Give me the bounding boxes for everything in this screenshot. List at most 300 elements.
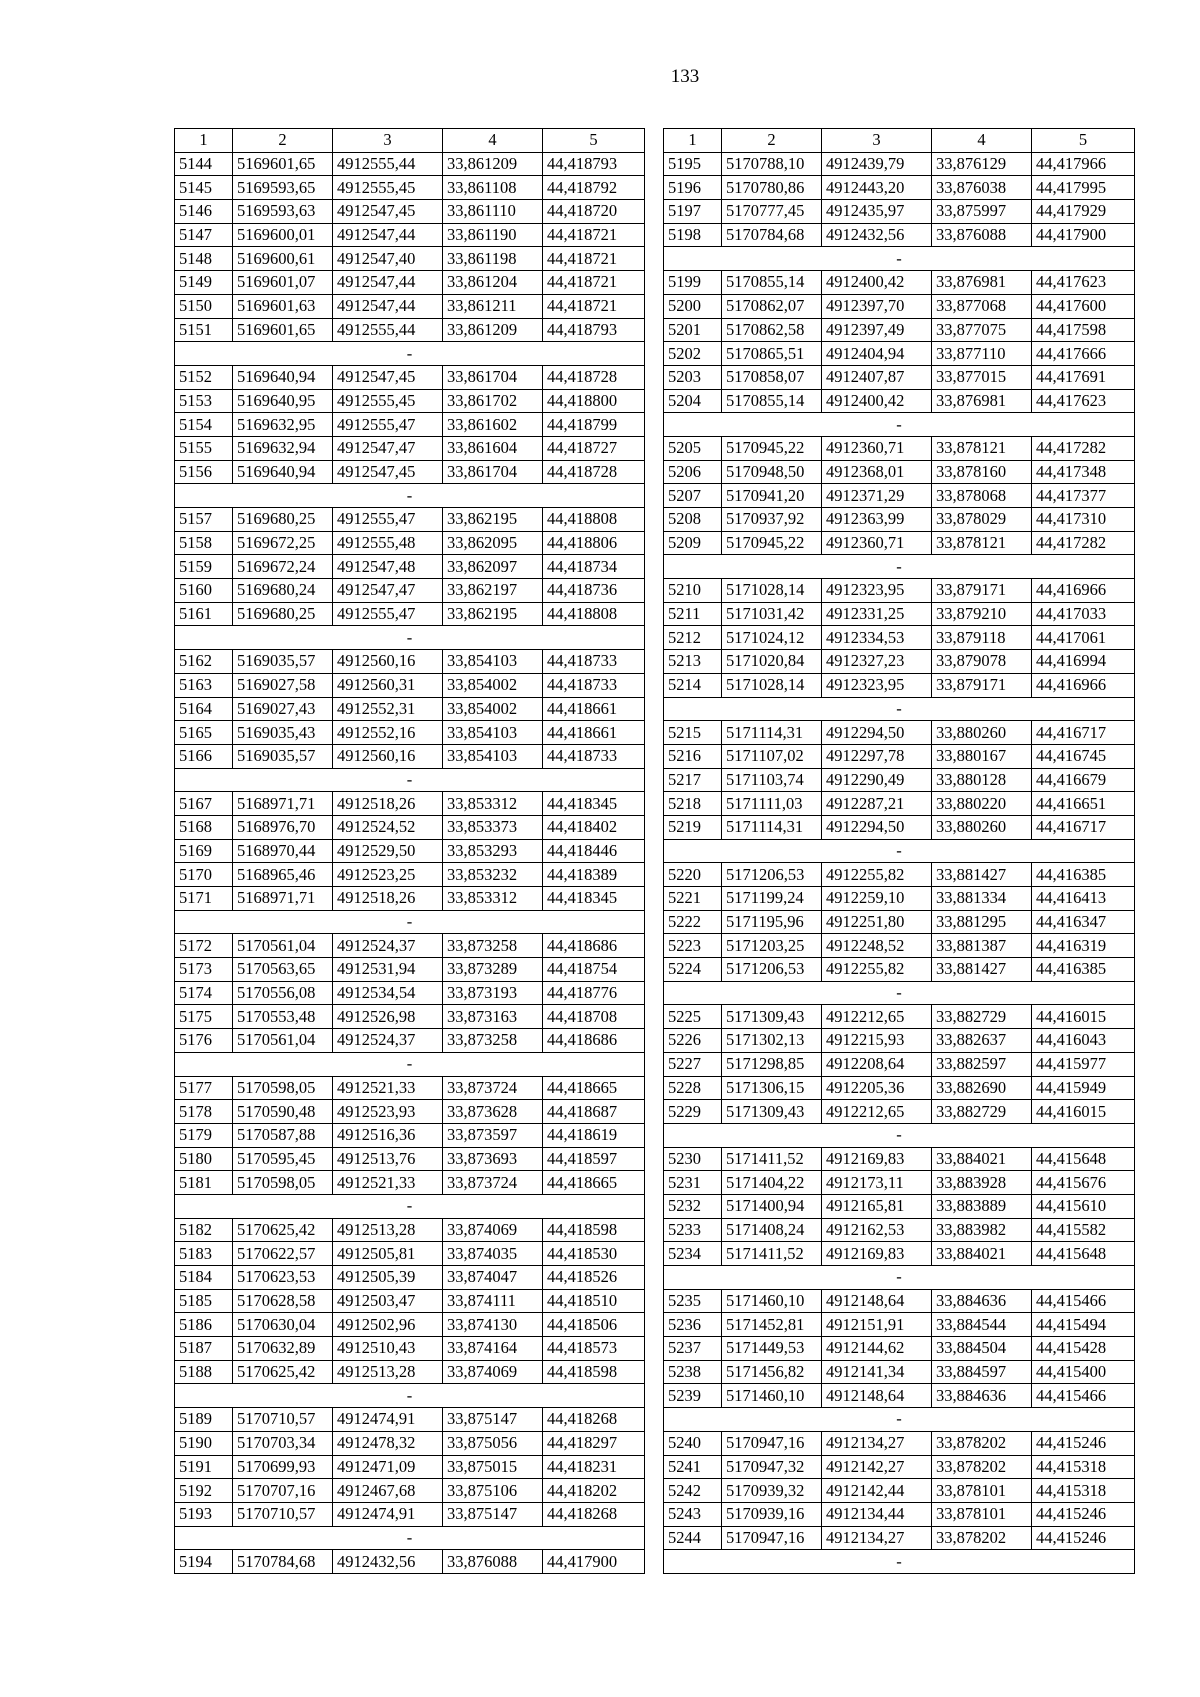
y-coordinate: 4912560,16 bbox=[333, 650, 443, 674]
x-coordinate: 5169593,65 bbox=[233, 176, 333, 200]
latitude: 44,417623 bbox=[1032, 271, 1135, 295]
longitude: 33,876129 bbox=[932, 152, 1032, 176]
point-number: 5233 bbox=[664, 1218, 722, 1242]
longitude: 33,862095 bbox=[443, 531, 543, 555]
latitude: 44,418792 bbox=[543, 176, 645, 200]
page-number: 133 bbox=[670, 66, 700, 87]
point-number: 5153 bbox=[175, 389, 233, 413]
latitude: 44,416015 bbox=[1032, 1005, 1135, 1029]
longitude: 33,874130 bbox=[443, 1313, 543, 1337]
longitude: 33,873258 bbox=[443, 934, 543, 958]
longitude: 33,882729 bbox=[932, 1100, 1032, 1124]
separator-dash: - bbox=[175, 910, 645, 934]
x-coordinate: 5170590,48 bbox=[233, 1100, 333, 1124]
x-coordinate: 5170561,04 bbox=[233, 1029, 333, 1053]
point-number: 5221 bbox=[664, 887, 722, 911]
point-number: 5242 bbox=[664, 1479, 722, 1503]
y-coordinate: 4912323,95 bbox=[822, 579, 932, 603]
y-coordinate: 4912526,98 bbox=[333, 1005, 443, 1029]
y-coordinate: 4912555,45 bbox=[333, 176, 443, 200]
point-number: 5185 bbox=[175, 1289, 233, 1313]
y-coordinate: 4912400,42 bbox=[822, 271, 932, 295]
y-coordinate: 4912555,47 bbox=[333, 602, 443, 626]
latitude: 44,415582 bbox=[1032, 1218, 1135, 1242]
point-number: 5152 bbox=[175, 365, 233, 389]
point-number: 5216 bbox=[664, 744, 722, 768]
table-row bbox=[664, 626, 1135, 650]
x-coordinate: 5169680,25 bbox=[233, 508, 333, 532]
latitude: 44,415466 bbox=[1032, 1289, 1135, 1313]
x-coordinate: 5170699,93 bbox=[233, 1455, 333, 1479]
latitude: 44,417666 bbox=[1032, 342, 1135, 366]
point-number: 5155 bbox=[175, 436, 233, 460]
y-coordinate: 4912547,45 bbox=[333, 460, 443, 484]
point-number: 5191 bbox=[175, 1455, 233, 1479]
table-row bbox=[175, 294, 645, 318]
table-row bbox=[175, 1171, 645, 1195]
table-row bbox=[175, 1076, 645, 1100]
x-coordinate: 5171456,82 bbox=[722, 1360, 822, 1384]
longitude: 33,861108 bbox=[443, 176, 543, 200]
y-coordinate: 4912169,83 bbox=[822, 1242, 932, 1266]
x-coordinate: 5171460,10 bbox=[722, 1384, 822, 1408]
separator-row bbox=[175, 768, 645, 792]
longitude: 33,853312 bbox=[443, 887, 543, 911]
longitude: 33,877068 bbox=[932, 294, 1032, 318]
x-coordinate: 5169027,43 bbox=[233, 697, 333, 721]
point-number: 5157 bbox=[175, 508, 233, 532]
table-row bbox=[664, 768, 1135, 792]
x-coordinate: 5170561,04 bbox=[233, 934, 333, 958]
latitude: 44,417282 bbox=[1032, 436, 1135, 460]
point-number: 5222 bbox=[664, 910, 722, 934]
longitude: 33,877015 bbox=[932, 365, 1032, 389]
y-coordinate: 4912474,91 bbox=[333, 1408, 443, 1432]
x-coordinate: 5170595,45 bbox=[233, 1147, 333, 1171]
separator-dash: - bbox=[175, 1052, 645, 1076]
point-number: 5235 bbox=[664, 1289, 722, 1313]
latitude: 44,418686 bbox=[543, 934, 645, 958]
x-coordinate: 5169640,95 bbox=[233, 389, 333, 413]
latitude: 44,415246 bbox=[1032, 1431, 1135, 1455]
point-number: 5240 bbox=[664, 1431, 722, 1455]
latitude: 44,416015 bbox=[1032, 1100, 1135, 1124]
x-coordinate: 5171408,24 bbox=[722, 1218, 822, 1242]
separator-row bbox=[175, 1526, 645, 1550]
point-number: 5149 bbox=[175, 271, 233, 295]
latitude: 44,418708 bbox=[543, 1005, 645, 1029]
table-row bbox=[175, 1029, 645, 1053]
table-row bbox=[664, 1313, 1135, 1337]
x-coordinate: 5169680,25 bbox=[233, 602, 333, 626]
point-number: 5175 bbox=[175, 1005, 233, 1029]
x-coordinate: 5170707,16 bbox=[233, 1479, 333, 1503]
table-row bbox=[664, 934, 1135, 958]
longitude: 33,884636 bbox=[932, 1384, 1032, 1408]
x-coordinate: 5170939,32 bbox=[722, 1479, 822, 1503]
latitude: 44,415246 bbox=[1032, 1526, 1135, 1550]
x-coordinate: 5170710,57 bbox=[233, 1408, 333, 1432]
longitude: 33,854103 bbox=[443, 650, 543, 674]
point-number: 5146 bbox=[175, 200, 233, 224]
x-coordinate: 5171206,53 bbox=[722, 958, 822, 982]
point-number: 5218 bbox=[664, 792, 722, 816]
x-coordinate: 5171309,43 bbox=[722, 1100, 822, 1124]
latitude: 44,418686 bbox=[543, 1029, 645, 1053]
longitude: 33,875106 bbox=[443, 1479, 543, 1503]
latitude: 44,417623 bbox=[1032, 389, 1135, 413]
column-header: 5 bbox=[1032, 129, 1135, 153]
separator-row bbox=[664, 1408, 1135, 1432]
point-number: 5147 bbox=[175, 223, 233, 247]
y-coordinate: 4912547,47 bbox=[333, 436, 443, 460]
point-number: 5166 bbox=[175, 744, 233, 768]
y-coordinate: 4912523,25 bbox=[333, 863, 443, 887]
point-number: 5165 bbox=[175, 721, 233, 745]
latitude: 44,417929 bbox=[1032, 200, 1135, 224]
table-row bbox=[664, 1194, 1135, 1218]
y-coordinate: 4912534,54 bbox=[333, 981, 443, 1005]
x-coordinate: 5169680,24 bbox=[233, 579, 333, 603]
y-coordinate: 4912215,93 bbox=[822, 1029, 932, 1053]
y-coordinate: 4912547,48 bbox=[333, 555, 443, 579]
latitude: 44,416413 bbox=[1032, 887, 1135, 911]
y-coordinate: 4912524,37 bbox=[333, 1029, 443, 1053]
table-row bbox=[664, 602, 1135, 626]
point-number: 5196 bbox=[664, 176, 722, 200]
y-coordinate: 4912547,44 bbox=[333, 271, 443, 295]
table-row bbox=[664, 1455, 1135, 1479]
longitude: 33,877110 bbox=[932, 342, 1032, 366]
point-number: 5203 bbox=[664, 365, 722, 389]
y-coordinate: 4912251,80 bbox=[822, 910, 932, 934]
y-coordinate: 4912552,31 bbox=[333, 697, 443, 721]
separator-dash: - bbox=[664, 1266, 1135, 1290]
table-row bbox=[664, 176, 1135, 200]
y-coordinate: 4912513,76 bbox=[333, 1147, 443, 1171]
x-coordinate: 5169632,95 bbox=[233, 413, 333, 437]
y-coordinate: 4912555,48 bbox=[333, 531, 443, 555]
y-coordinate: 4912368,01 bbox=[822, 460, 932, 484]
point-number: 5150 bbox=[175, 294, 233, 318]
longitude: 33,874111 bbox=[443, 1289, 543, 1313]
table-row bbox=[175, 981, 645, 1005]
longitude: 33,878068 bbox=[932, 484, 1032, 508]
latitude: 44,417966 bbox=[1032, 152, 1135, 176]
table-row bbox=[175, 1360, 645, 1384]
table-row bbox=[664, 1431, 1135, 1455]
point-number: 5189 bbox=[175, 1408, 233, 1432]
longitude: 33,876088 bbox=[932, 223, 1032, 247]
table-row bbox=[175, 1550, 645, 1574]
x-coordinate: 5169600,61 bbox=[233, 247, 333, 271]
x-coordinate: 5169600,01 bbox=[233, 223, 333, 247]
latitude: 44,418808 bbox=[543, 508, 645, 532]
longitude: 33,873724 bbox=[443, 1171, 543, 1195]
x-coordinate: 5170788,10 bbox=[722, 152, 822, 176]
x-coordinate: 5171411,52 bbox=[722, 1147, 822, 1171]
y-coordinate: 4912404,94 bbox=[822, 342, 932, 366]
table-row bbox=[664, 958, 1135, 982]
y-coordinate: 4912513,28 bbox=[333, 1218, 443, 1242]
table-row bbox=[664, 1384, 1135, 1408]
point-number: 5227 bbox=[664, 1052, 722, 1076]
separator-dash: - bbox=[175, 1384, 645, 1408]
table-row bbox=[175, 555, 645, 579]
longitude: 33,880260 bbox=[932, 721, 1032, 745]
header-row bbox=[664, 129, 1135, 153]
latitude: 44,418728 bbox=[543, 365, 645, 389]
point-number: 5182 bbox=[175, 1218, 233, 1242]
latitude: 44,417282 bbox=[1032, 531, 1135, 555]
point-number: 5179 bbox=[175, 1123, 233, 1147]
latitude: 44,418268 bbox=[543, 1502, 645, 1526]
y-coordinate: 4912142,44 bbox=[822, 1479, 932, 1503]
table-row bbox=[664, 294, 1135, 318]
x-coordinate: 5170855,14 bbox=[722, 389, 822, 413]
latitude: 44,416717 bbox=[1032, 815, 1135, 839]
longitude: 33,874069 bbox=[443, 1360, 543, 1384]
y-coordinate: 4912502,96 bbox=[333, 1313, 443, 1337]
point-number: 5206 bbox=[664, 460, 722, 484]
x-coordinate: 5170937,92 bbox=[722, 508, 822, 532]
table-row bbox=[175, 1313, 645, 1337]
latitude: 44,418389 bbox=[543, 863, 645, 887]
x-coordinate: 5170632,89 bbox=[233, 1337, 333, 1361]
table-row bbox=[664, 1005, 1135, 1029]
longitude: 33,873258 bbox=[443, 1029, 543, 1053]
y-coordinate: 4912134,44 bbox=[822, 1502, 932, 1526]
point-number: 5208 bbox=[664, 508, 722, 532]
latitude: 44,417348 bbox=[1032, 460, 1135, 484]
table-row bbox=[664, 365, 1135, 389]
y-coordinate: 4912134,27 bbox=[822, 1431, 932, 1455]
latitude: 44,416745 bbox=[1032, 744, 1135, 768]
longitude: 33,861198 bbox=[443, 247, 543, 271]
latitude: 44,418721 bbox=[543, 271, 645, 295]
table-row bbox=[175, 744, 645, 768]
longitude: 33,876038 bbox=[932, 176, 1032, 200]
point-number: 5180 bbox=[175, 1147, 233, 1171]
longitude: 33,883928 bbox=[932, 1171, 1032, 1195]
point-number: 5217 bbox=[664, 768, 722, 792]
longitude: 33,854103 bbox=[443, 744, 543, 768]
latitude: 44,418526 bbox=[543, 1266, 645, 1290]
longitude: 33,882729 bbox=[932, 1005, 1032, 1029]
point-number: 5176 bbox=[175, 1029, 233, 1053]
y-coordinate: 4912521,33 bbox=[333, 1171, 443, 1195]
x-coordinate: 5170587,88 bbox=[233, 1123, 333, 1147]
point-number: 5205 bbox=[664, 436, 722, 460]
longitude: 33,881295 bbox=[932, 910, 1032, 934]
longitude: 33,854002 bbox=[443, 673, 543, 697]
latitude: 44,418793 bbox=[543, 318, 645, 342]
latitude: 44,418720 bbox=[543, 200, 645, 224]
x-coordinate: 5170939,16 bbox=[722, 1502, 822, 1526]
x-coordinate: 5170622,57 bbox=[233, 1242, 333, 1266]
table-row bbox=[664, 579, 1135, 603]
coordinates-table-left bbox=[174, 128, 645, 1574]
separator-dash: - bbox=[664, 697, 1135, 721]
latitude: 44,415246 bbox=[1032, 1502, 1135, 1526]
point-number: 5170 bbox=[175, 863, 233, 887]
longitude: 33,861209 bbox=[443, 318, 543, 342]
longitude: 33,880220 bbox=[932, 792, 1032, 816]
y-coordinate: 4912516,36 bbox=[333, 1123, 443, 1147]
x-coordinate: 5169601,65 bbox=[233, 318, 333, 342]
longitude: 33,880128 bbox=[932, 768, 1032, 792]
y-coordinate: 4912552,16 bbox=[333, 721, 443, 745]
point-number: 5198 bbox=[664, 223, 722, 247]
table-row bbox=[175, 531, 645, 555]
y-coordinate: 4912371,29 bbox=[822, 484, 932, 508]
y-coordinate: 4912294,50 bbox=[822, 815, 932, 839]
longitude: 33,877075 bbox=[932, 318, 1032, 342]
latitude: 44,418573 bbox=[543, 1337, 645, 1361]
latitude: 44,415610 bbox=[1032, 1194, 1135, 1218]
point-number: 5224 bbox=[664, 958, 722, 982]
longitude: 33,882690 bbox=[932, 1076, 1032, 1100]
latitude: 44,416994 bbox=[1032, 650, 1135, 674]
y-coordinate: 4912248,52 bbox=[822, 934, 932, 958]
column-header: 5 bbox=[543, 129, 645, 153]
y-coordinate: 4912363,99 bbox=[822, 508, 932, 532]
latitude: 44,415318 bbox=[1032, 1479, 1135, 1503]
x-coordinate: 5171107,02 bbox=[722, 744, 822, 768]
x-coordinate: 5171452,81 bbox=[722, 1313, 822, 1337]
point-number: 5193 bbox=[175, 1502, 233, 1526]
latitude: 44,417377 bbox=[1032, 484, 1135, 508]
point-number: 5238 bbox=[664, 1360, 722, 1384]
longitude: 33,884544 bbox=[932, 1313, 1032, 1337]
latitude: 44,418721 bbox=[543, 247, 645, 271]
latitude: 44,415318 bbox=[1032, 1455, 1135, 1479]
y-coordinate: 4912467,68 bbox=[333, 1479, 443, 1503]
column-header: 4 bbox=[443, 129, 543, 153]
table-row bbox=[175, 1337, 645, 1361]
separator-dash: - bbox=[664, 247, 1135, 271]
point-number: 5213 bbox=[664, 650, 722, 674]
longitude: 33,879171 bbox=[932, 579, 1032, 603]
y-coordinate: 4912547,47 bbox=[333, 579, 443, 603]
separator-dash: - bbox=[175, 342, 645, 366]
latitude: 44,418721 bbox=[543, 223, 645, 247]
y-coordinate: 4912529,50 bbox=[333, 839, 443, 863]
table-row bbox=[175, 958, 645, 982]
point-number: 5173 bbox=[175, 958, 233, 982]
point-number: 5215 bbox=[664, 721, 722, 745]
longitude: 33,862197 bbox=[443, 579, 543, 603]
x-coordinate: 5169632,94 bbox=[233, 436, 333, 460]
longitude: 33,883982 bbox=[932, 1218, 1032, 1242]
x-coordinate: 5170862,07 bbox=[722, 294, 822, 318]
longitude: 33,862195 bbox=[443, 508, 543, 532]
table-row bbox=[175, 721, 645, 745]
table-row bbox=[175, 1289, 645, 1313]
separator-dash: - bbox=[175, 484, 645, 508]
longitude: 33,884504 bbox=[932, 1337, 1032, 1361]
point-number: 5220 bbox=[664, 863, 722, 887]
column-header: 2 bbox=[722, 129, 822, 153]
longitude: 33,862097 bbox=[443, 555, 543, 579]
x-coordinate: 5168965,46 bbox=[233, 863, 333, 887]
y-coordinate: 4912505,39 bbox=[333, 1266, 443, 1290]
x-coordinate: 5170855,14 bbox=[722, 271, 822, 295]
table-row bbox=[664, 1147, 1135, 1171]
y-coordinate: 4912259,10 bbox=[822, 887, 932, 911]
point-number: 5177 bbox=[175, 1076, 233, 1100]
x-coordinate: 5170598,05 bbox=[233, 1076, 333, 1100]
point-number: 5159 bbox=[175, 555, 233, 579]
longitude: 33,874047 bbox=[443, 1266, 543, 1290]
point-number: 5151 bbox=[175, 318, 233, 342]
separator-dash: - bbox=[664, 413, 1135, 437]
point-number: 5160 bbox=[175, 579, 233, 603]
y-coordinate: 4912435,97 bbox=[822, 200, 932, 224]
latitude: 44,415494 bbox=[1032, 1313, 1135, 1337]
latitude: 44,417061 bbox=[1032, 626, 1135, 650]
table-row bbox=[664, 910, 1135, 934]
x-coordinate: 5171199,24 bbox=[722, 887, 822, 911]
y-coordinate: 4912205,36 bbox=[822, 1076, 932, 1100]
separator-dash: - bbox=[664, 555, 1135, 579]
table-row bbox=[664, 1076, 1135, 1100]
x-coordinate: 5171111,03 bbox=[722, 792, 822, 816]
longitude: 33,882597 bbox=[932, 1052, 1032, 1076]
longitude: 33,874164 bbox=[443, 1337, 543, 1361]
x-coordinate: 5171298,85 bbox=[722, 1052, 822, 1076]
table-row bbox=[175, 223, 645, 247]
separator-row bbox=[664, 697, 1135, 721]
point-number: 5211 bbox=[664, 602, 722, 626]
x-coordinate: 5170630,04 bbox=[233, 1313, 333, 1337]
y-coordinate: 4912142,27 bbox=[822, 1455, 932, 1479]
longitude: 33,875015 bbox=[443, 1455, 543, 1479]
latitude: 44,418345 bbox=[543, 792, 645, 816]
table-row bbox=[664, 1100, 1135, 1124]
y-coordinate: 4912503,47 bbox=[333, 1289, 443, 1313]
y-coordinate: 4912505,81 bbox=[333, 1242, 443, 1266]
table-row bbox=[175, 1266, 645, 1290]
longitude: 33,878202 bbox=[932, 1455, 1032, 1479]
point-number: 5223 bbox=[664, 934, 722, 958]
x-coordinate: 5169672,24 bbox=[233, 555, 333, 579]
longitude: 33,881387 bbox=[932, 934, 1032, 958]
table-row bbox=[175, 271, 645, 295]
point-number: 5163 bbox=[175, 673, 233, 697]
x-coordinate: 5171028,14 bbox=[722, 579, 822, 603]
separator-dash: - bbox=[175, 1194, 645, 1218]
x-coordinate: 5170947,32 bbox=[722, 1455, 822, 1479]
x-coordinate: 5169601,65 bbox=[233, 152, 333, 176]
separator-row bbox=[175, 910, 645, 934]
point-number: 5181 bbox=[175, 1171, 233, 1195]
point-number: 5228 bbox=[664, 1076, 722, 1100]
column-header: 4 bbox=[932, 129, 1032, 153]
latitude: 44,418728 bbox=[543, 460, 645, 484]
x-coordinate: 5171460,10 bbox=[722, 1289, 822, 1313]
point-number: 5239 bbox=[664, 1384, 722, 1408]
latitude: 44,417310 bbox=[1032, 508, 1135, 532]
longitude: 33,884021 bbox=[932, 1242, 1032, 1266]
latitude: 44,416043 bbox=[1032, 1029, 1135, 1053]
y-coordinate: 4912547,44 bbox=[333, 223, 443, 247]
x-coordinate: 5169035,57 bbox=[233, 650, 333, 674]
point-number: 5234 bbox=[664, 1242, 722, 1266]
longitude: 33,853373 bbox=[443, 815, 543, 839]
x-coordinate: 5170625,42 bbox=[233, 1218, 333, 1242]
separator-dash: - bbox=[175, 626, 645, 650]
